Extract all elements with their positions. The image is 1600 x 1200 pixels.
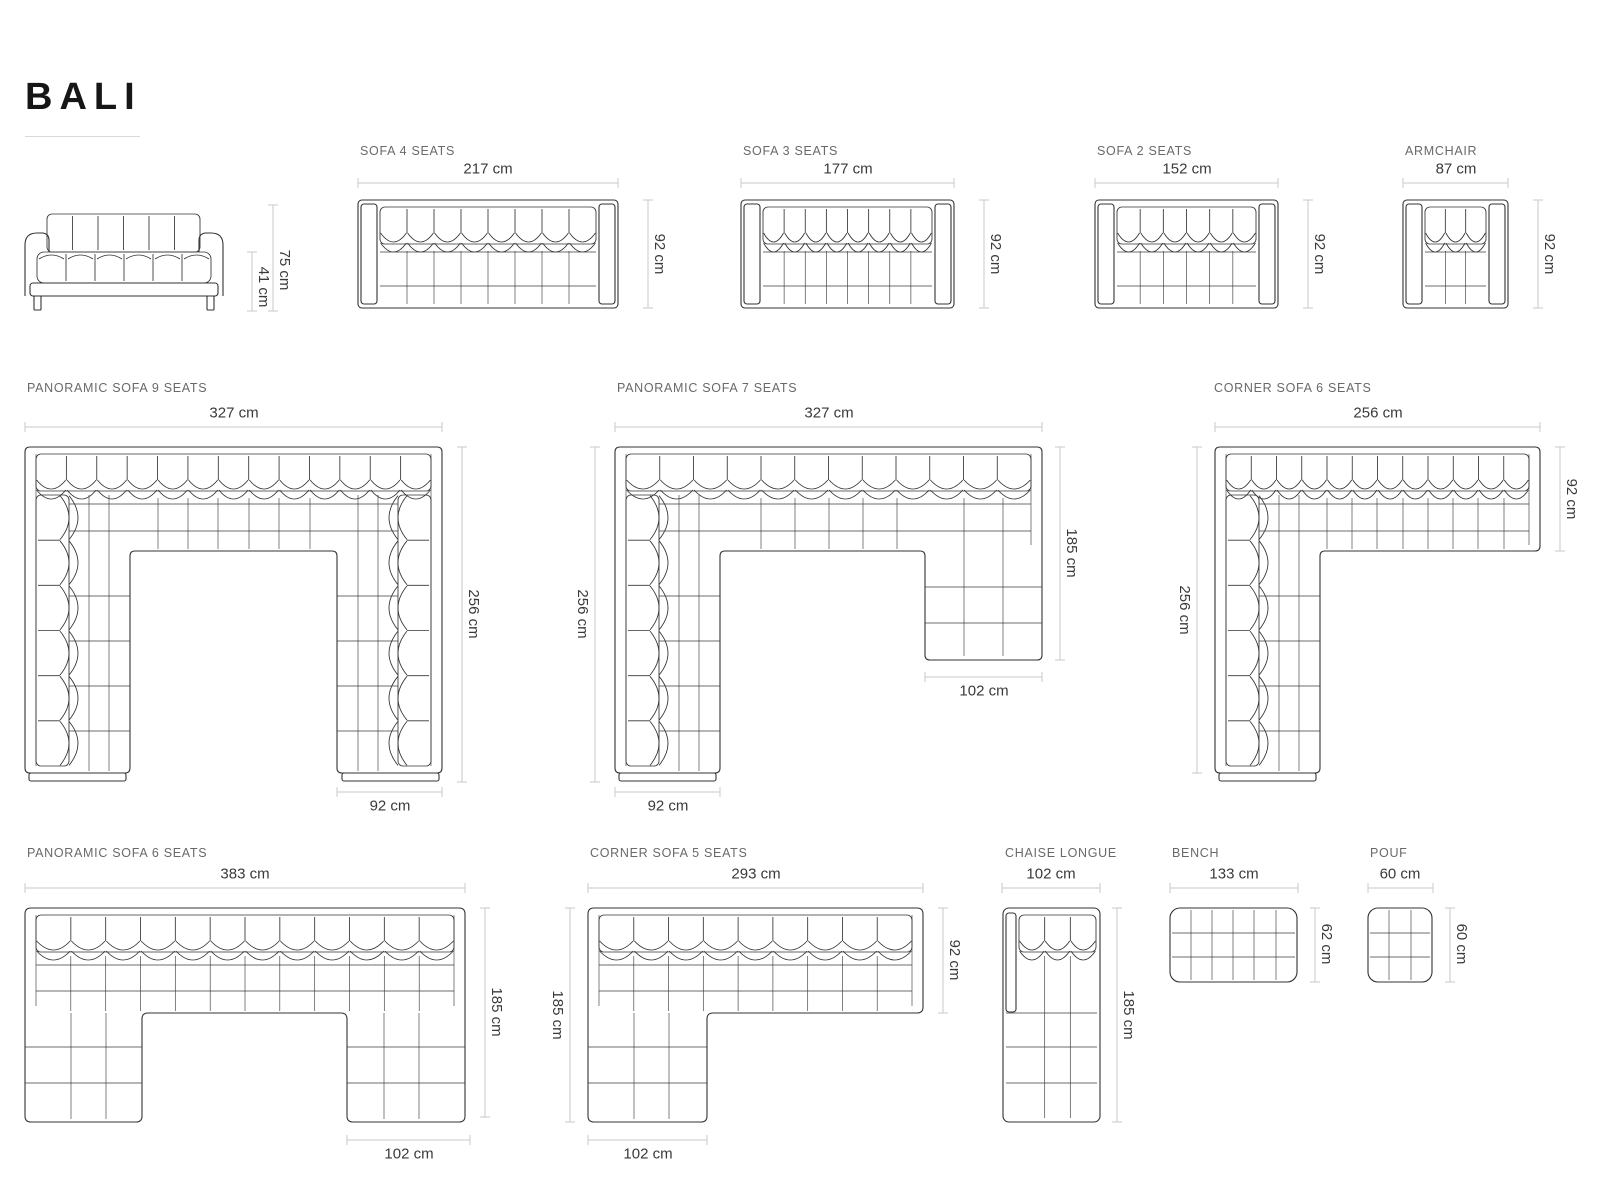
product-title-chaise: CHAISE LONGUE xyxy=(1005,846,1117,860)
front-seat-height-dimension: 41 cm xyxy=(255,266,272,308)
pano7-chaise-width-dimension: 102 cm xyxy=(959,682,1009,700)
armchair-depth-dimension: 92 cm xyxy=(1541,233,1558,275)
pano9-depth-dimension: 256 cm xyxy=(465,589,482,639)
product-title-pano7: PANORAMIC SOFA 7 SEATS xyxy=(617,381,798,395)
chaise-width-dimension: 102 cm xyxy=(1026,865,1076,883)
bench-depth-dimension: 62 cm xyxy=(1318,923,1335,965)
product-title-corner6: CORNER SOFA 6 SEATS xyxy=(1214,381,1372,395)
pano9-arm-width-dimension: 92 cm xyxy=(369,797,411,815)
corner6-side-dimension: 256 cm xyxy=(1176,585,1193,635)
pouf-width-dimension: 60 cm xyxy=(1379,865,1421,883)
corner5-width-dimension: 293 cm xyxy=(731,865,781,883)
pano7-width-dimension: 327 cm xyxy=(804,404,854,422)
sofa4-width-dimension: 217 cm xyxy=(463,160,513,178)
sofa2-width-dimension: 152 cm xyxy=(1162,160,1212,178)
pano6-chaise-width-dimension: 102 cm xyxy=(384,1145,434,1163)
bench-width-dimension: 133 cm xyxy=(1209,865,1259,883)
sofa2-depth-dimension: 92 cm xyxy=(1311,233,1328,275)
pano6-right-depth-dimension: 185 cm xyxy=(488,987,505,1037)
title-underline xyxy=(25,136,140,137)
product-title-sofa3: SOFA 3 SEATS xyxy=(743,144,839,158)
chaise-depth-dimension: 185 cm xyxy=(1120,990,1137,1040)
corner6-width-dimension: 256 cm xyxy=(1353,404,1403,422)
product-title-sofa2: SOFA 2 SEATS xyxy=(1097,144,1193,158)
pouf-depth-dimension: 60 cm xyxy=(1453,923,1470,965)
product-title-pouf: POUF xyxy=(1370,846,1408,860)
product-title-corner5: CORNER SOFA 5 SEATS xyxy=(590,846,748,860)
front-height-dimension: 75 cm xyxy=(276,249,293,291)
pano7-right-depth-dimension: 185 cm xyxy=(1063,528,1080,578)
corner6-depth-dimension: 92 cm xyxy=(1563,478,1580,520)
product-title-sofa4: SOFA 4 SEATS xyxy=(360,144,456,158)
product-title-pano9: PANORAMIC SOFA 9 SEATS xyxy=(27,381,208,395)
product-title-pano6: PANORAMIC SOFA 6 SEATS xyxy=(27,846,208,860)
product-title-armchair: ARMCHAIR xyxy=(1405,144,1478,158)
corner5-depth-dimension: 92 cm xyxy=(946,939,963,981)
corner5-chaise-width-dimension: 102 cm xyxy=(623,1145,673,1163)
pano9-width-dimension: 327 cm xyxy=(209,404,259,422)
pano7-left-depth-dimension: 256 cm xyxy=(574,589,591,639)
sofa4-depth-dimension: 92 cm xyxy=(651,233,668,275)
armchair-width-dimension: 87 cm xyxy=(1435,160,1477,178)
pano6-width-dimension: 383 cm xyxy=(220,865,270,883)
collection-title: BALI xyxy=(25,76,142,118)
sofa3-width-dimension: 177 cm xyxy=(823,160,873,178)
sofa3-depth-dimension: 92 cm xyxy=(987,233,1004,275)
product-title-bench: BENCH xyxy=(1172,846,1220,860)
pano7-arm-width-dimension: 92 cm xyxy=(647,797,689,815)
corner5-side-dimension: 185 cm xyxy=(549,990,566,1040)
